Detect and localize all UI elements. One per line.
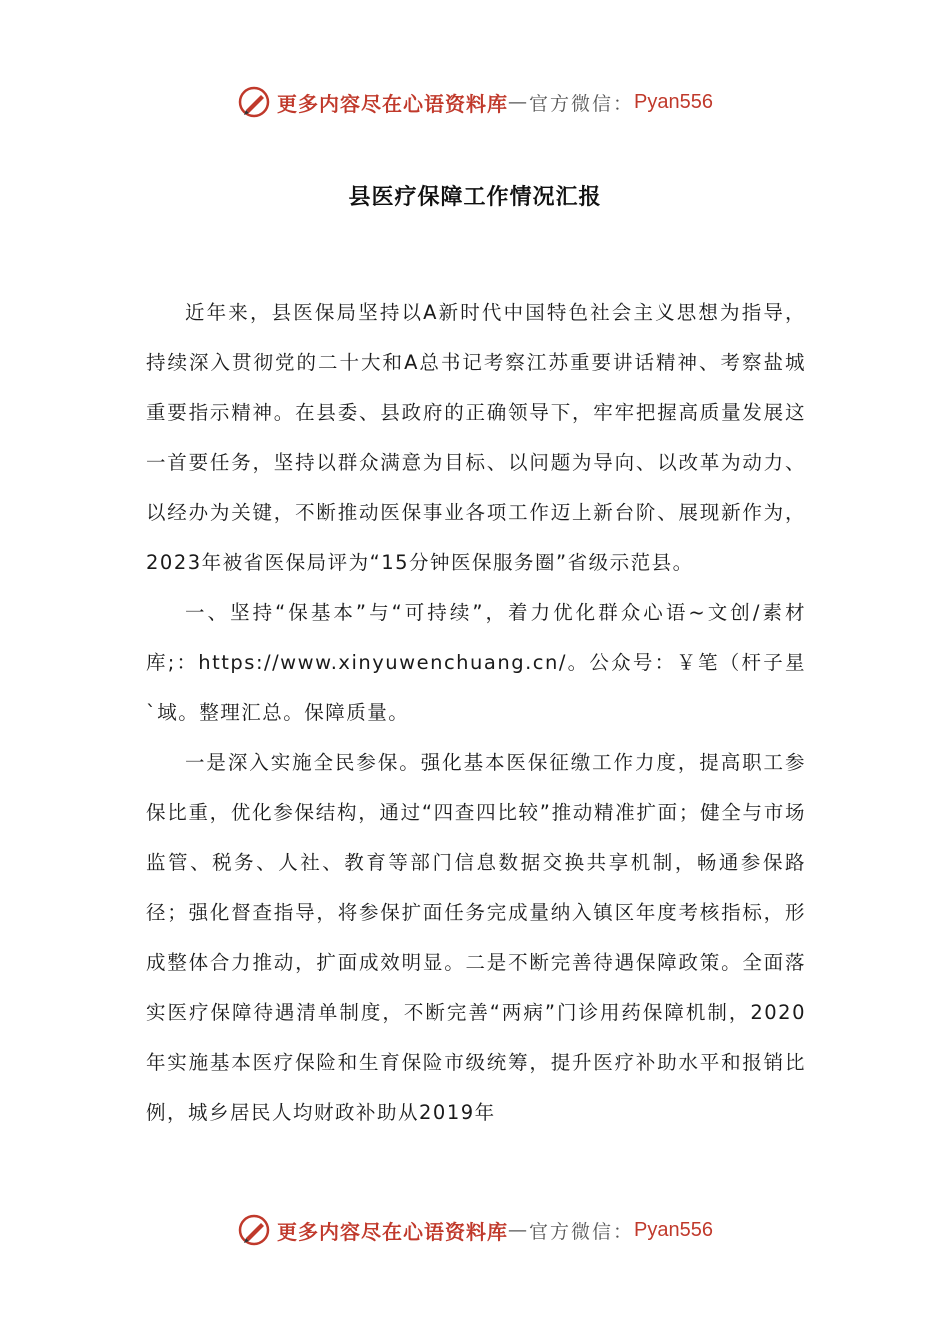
pen-logo-icon <box>237 85 271 119</box>
pen-logo-icon <box>237 1213 271 1247</box>
document-body <box>146 288 806 1138</box>
watermark-separator: — <box>508 91 529 113</box>
watermark-banner-top <box>0 82 950 122</box>
watermark-official-label: 官方微信： <box>529 92 635 115</box>
watermark-separator: — <box>508 1219 529 1241</box>
watermark-brand: 更多内容尽在心语资料库 <box>277 1219 508 1244</box>
paragraph-intro: 近年来，县医保局坚持以A新时代中国特色社会主义思想为指导，持续深入贯彻党的二十大和A总书记考察江苏重要讲话精神、考察盐城重要指示精神。在县委、县政府的正确领导下，牢牢把握高质量发展这一首要任务，坚持以群众满意为目标、以问题为导向、以改革为动力、以经办为关键，不断推动医保事业各项工作迈上新台阶、展现新作为，2023年被省医保局评为“15分钟医保服务圈”省级示范县。 <box>146 301 806 574</box>
paragraph-measures: 一是深入实施全民参保。强化基本医保征缴工作力度，提高职工参保比重，优化参保结构，通过“四查四比较”推动精准扩面；健全与市场监管、税务、人社、教育等部门信息数据交换共享机制，畅通参保路径；强化督查指导，将参保扩面任务完成量纳入镇区年度考核指标，形成整体合力推动，扩面成效明显。二是不断完善待遇保障政策。全面落实医疗保障待遇清单制度，不断完善“两病”门诊用药保障机制，2020年实施基本医疗保险和生育保险市级统筹，提升医疗补助水平和报销比例，城乡居民人均财政补助从2019年 <box>146 751 806 1124</box>
watermark-official-label: 官方微信： <box>529 1220 635 1243</box>
watermark-wechat-id: Pyan556 <box>634 90 713 113</box>
document-title: 县医疗保障工作情况汇报 <box>348 185 602 210</box>
watermark-brand: 更多内容尽在心语资料库 <box>277 91 508 116</box>
watermark-banner-bottom <box>0 1210 950 1250</box>
watermark-wechat-id: Pyan556 <box>634 1218 713 1241</box>
paragraph-section-one: 一、坚持“保基本”与“可持续”，着力优化群众心语~文创/素材库;：https://www.xinyuwenchuang.cn/。公众号：￥笔（杆子星`域。整理汇总。保障质量。 <box>146 601 806 724</box>
